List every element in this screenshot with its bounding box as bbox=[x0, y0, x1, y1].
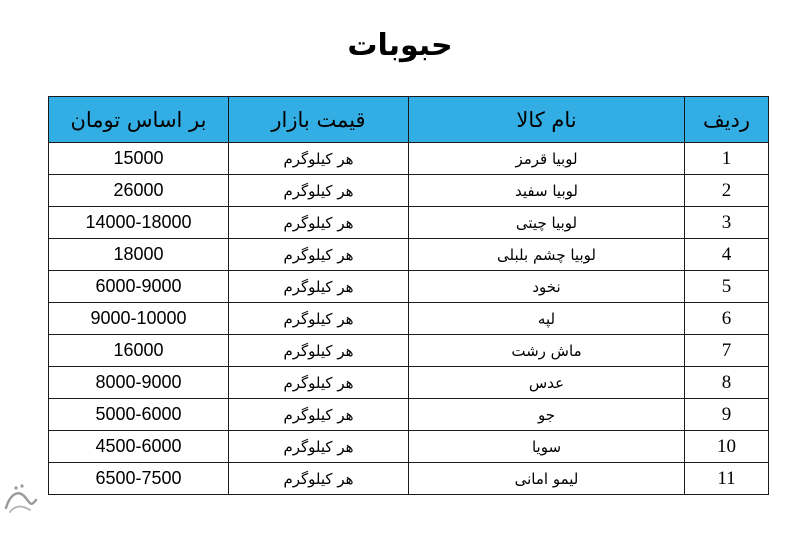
cell-name: عدس bbox=[409, 367, 685, 399]
cell-unit: هر کیلوگرم bbox=[229, 175, 409, 207]
cell-price: 6500-7500 bbox=[49, 463, 229, 495]
cell-price: 6000-9000 bbox=[49, 271, 229, 303]
cell-unit: هر کیلوگرم bbox=[229, 303, 409, 335]
cell-name: لوبیا قرمز bbox=[409, 143, 685, 175]
cell-name: لوبیا چشم بلبلی bbox=[409, 239, 685, 271]
cell-price: 14000-18000 bbox=[49, 207, 229, 239]
cell-unit: هر کیلوگرم bbox=[229, 335, 409, 367]
cell-price: 15000 bbox=[49, 143, 229, 175]
header-radif: ردیف bbox=[685, 97, 769, 143]
table-row bbox=[49, 175, 769, 207]
table-row bbox=[49, 271, 769, 303]
table-row bbox=[49, 143, 769, 175]
cell-unit: هر کیلوگرم bbox=[229, 463, 409, 495]
table-row bbox=[49, 239, 769, 271]
cell-name: نخود bbox=[409, 271, 685, 303]
page-title: حبوبات bbox=[347, 28, 453, 63]
table-row bbox=[49, 463, 769, 495]
cell-radif: 9 bbox=[685, 399, 769, 431]
cell-price: 8000-9000 bbox=[49, 367, 229, 399]
cell-radif: 10 bbox=[685, 431, 769, 463]
header-price: بر اساس تومان bbox=[49, 97, 229, 143]
cell-unit: هر کیلوگرم bbox=[229, 271, 409, 303]
header-name: نام کالا bbox=[409, 97, 685, 143]
header-unit: قیمت بازار bbox=[229, 97, 409, 143]
cell-price: 9000-10000 bbox=[49, 303, 229, 335]
cell-unit: هر کیلوگرم bbox=[229, 143, 409, 175]
cell-radif: 11 bbox=[685, 463, 769, 495]
cell-radif: 4 bbox=[685, 239, 769, 271]
cell-name: لپه bbox=[409, 303, 685, 335]
cell-name: جو bbox=[409, 399, 685, 431]
cell-price: 5000-6000 bbox=[49, 399, 229, 431]
price-table bbox=[48, 96, 769, 495]
table-row bbox=[49, 367, 769, 399]
cell-name: لوبیا چیتی bbox=[409, 207, 685, 239]
cell-name: لوبیا سفید bbox=[409, 175, 685, 207]
cell-name: سویا bbox=[409, 431, 685, 463]
calligraphy-logo-icon bbox=[0, 478, 40, 518]
cell-unit: هر کیلوگرم bbox=[229, 431, 409, 463]
cell-name: لیمو امانی bbox=[409, 463, 685, 495]
cell-radif: 5 bbox=[685, 271, 769, 303]
cell-radif: 1 bbox=[685, 143, 769, 175]
cell-price: 18000 bbox=[49, 239, 229, 271]
cell-radif: 8 bbox=[685, 367, 769, 399]
cell-unit: هر کیلوگرم bbox=[229, 367, 409, 399]
cell-radif: 2 bbox=[685, 175, 769, 207]
table-row bbox=[49, 207, 769, 239]
cell-name: ماش رشت bbox=[409, 335, 685, 367]
cell-radif: 7 bbox=[685, 335, 769, 367]
cell-price: 4500-6000 bbox=[49, 431, 229, 463]
table-row bbox=[49, 399, 769, 431]
cell-radif: 3 bbox=[685, 207, 769, 239]
table-header-row bbox=[49, 97, 769, 143]
cell-unit: هر کیلوگرم bbox=[229, 399, 409, 431]
cell-radif: 6 bbox=[685, 303, 769, 335]
cell-unit: هر کیلوگرم bbox=[229, 239, 409, 271]
table-row bbox=[49, 335, 769, 367]
cell-price: 16000 bbox=[49, 335, 229, 367]
table-row bbox=[49, 431, 769, 463]
cell-price: 26000 bbox=[49, 175, 229, 207]
cell-unit: هر کیلوگرم bbox=[229, 207, 409, 239]
table-row bbox=[49, 303, 769, 335]
